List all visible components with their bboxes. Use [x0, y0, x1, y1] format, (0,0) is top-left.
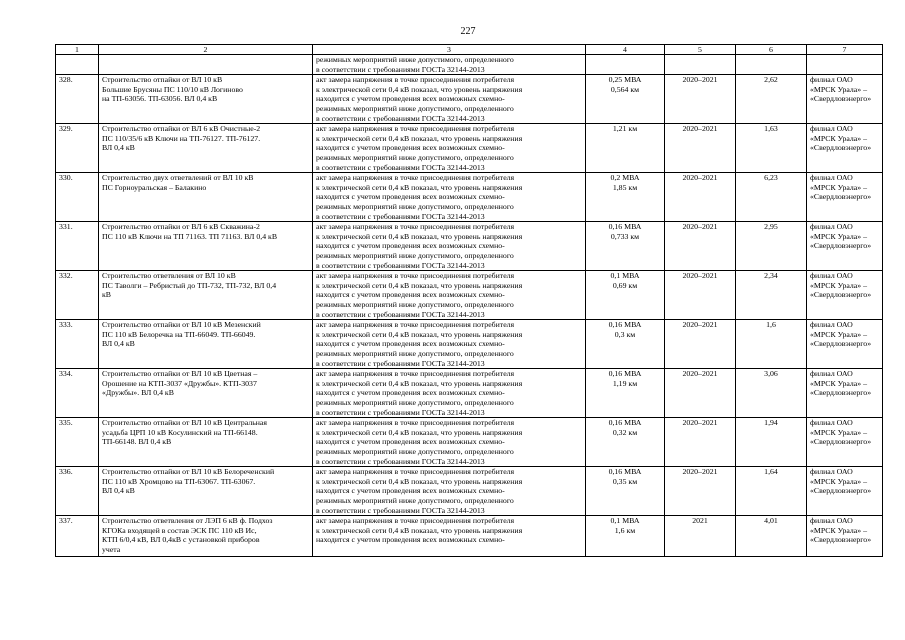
cell-cost: 4,01 — [736, 516, 807, 557]
name-line: «Дружбы». ВЛ 0,4 кВ — [102, 388, 174, 398]
column-header: 1 — [56, 45, 99, 55]
organization-line: «Свердловэнерго» — [810, 437, 872, 447]
capacity-line: 0,16 МВА — [608, 222, 642, 232]
name-line: усадьба ЦРП 10 кВ Косулинский на ТП-66148. — [102, 427, 258, 437]
act-line: акт замера напряжения в точке присоединения потребителя — [316, 418, 515, 428]
table-row — [56, 369, 883, 418]
act-line: к электрической сети 0,4 кВ показал, что уровень напряжения — [316, 427, 523, 437]
name-line: Орошение на КТП-3037 «Дружбы». КТП-3037 — [102, 378, 257, 388]
organization-line: филиал ОАО — [810, 418, 853, 428]
capacity-line: 0,69 км — [612, 280, 638, 290]
act-line: режимных мероприятий ниже допустимого, определенного — [316, 348, 514, 358]
organization-line: филиал ОАО — [810, 173, 853, 183]
name-line: Строительство отпайки от ВЛ 10 кВ Мезенский — [102, 320, 261, 330]
cell-act — [313, 418, 586, 467]
act-line: к электрической сети 0,4 кВ показал, что уровень напряжения — [316, 231, 523, 241]
cell-name — [99, 124, 313, 173]
act-line: в соответствии с требованиями ГОСТа 32144-2013 — [316, 407, 485, 417]
cell-act — [313, 369, 586, 418]
cell-number: 332. — [56, 271, 99, 320]
column-header: 4 — [586, 45, 665, 55]
cell-cost: 3,06 — [736, 369, 807, 418]
cell-organization — [807, 418, 883, 467]
name-line: ВЛ 0,4 кВ — [102, 486, 135, 496]
column-header: 5 — [665, 45, 736, 55]
name-line: Строительство отпайки от ВЛ 10 кВ — [102, 75, 223, 85]
act-line: к электрической сети 0,4 кВ показал, что уровень напряжения — [316, 280, 523, 290]
name-line: ПС 110/35/6 кВ Ключи на ТП-76127. ТП-76127. — [102, 133, 261, 143]
capacity-line: 1,19 км — [612, 378, 638, 388]
capacity-line: 1,6 км — [614, 525, 636, 535]
cell-name — [99, 55, 313, 75]
name-line: ПС Таволги – Ребристый до ТП-732, ТП-732, ВЛ 0,4 — [102, 280, 277, 290]
cell-cost: 1,94 — [736, 418, 807, 467]
cell-cost: 2,62 — [736, 75, 807, 124]
cell-capacity — [586, 320, 665, 369]
act-line: в соответствии с требованиями ГОСТа 32144-2013 — [316, 358, 485, 368]
name-line: Строительство отпайки от ВЛ 10 кВ Центральная — [102, 418, 267, 428]
table-row — [56, 173, 883, 222]
cell-number: 331. — [56, 222, 99, 271]
cell-years: 2020–2021 — [665, 467, 736, 516]
capacity-line: 0,2 МВА — [610, 173, 640, 183]
organization-line: «Свердловэнерго» — [810, 143, 872, 153]
organization-line: «Свердловэнерго» — [810, 290, 872, 300]
cell-act — [313, 222, 586, 271]
capacity-line: 0,564 км — [610, 84, 640, 94]
cell-years: 2020–2021 — [665, 173, 736, 222]
name-line: Строительство отпайки от ВЛ 10 кВ Белореченский — [102, 467, 275, 477]
column-header: 2 — [99, 45, 313, 55]
cell-act — [313, 173, 586, 222]
act-line: в соответствии с требованиями ГОСТа 32144-2013 — [316, 260, 485, 270]
capacity-line: 0,733 км — [610, 231, 640, 241]
cell-organization — [807, 271, 883, 320]
act-line: находится с учетом проведения всех возможных схемно- — [316, 535, 505, 545]
organization-line: «Свердловэнерго» — [810, 535, 872, 545]
cell-capacity — [586, 271, 665, 320]
capacity-line: 0,35 км — [612, 476, 638, 486]
organization-line: «МРСК Урала» – — [810, 476, 867, 486]
act-line: акт замера напряжения в точке присоединения потребителя — [316, 467, 515, 477]
cell-name — [99, 320, 313, 369]
organization-line: филиал ОАО — [810, 271, 853, 281]
act-line: находится с учетом проведения всех возможных схемно- — [316, 388, 505, 398]
organization-line: «Свердловэнерго» — [810, 339, 872, 349]
name-line: КГОКа входящей в состав ЭСК ПС 110 кВ Ис, — [102, 525, 257, 535]
cell-cost — [736, 55, 807, 75]
act-line: в соответствии с требованиями ГОСТа 32144-2013 — [316, 309, 485, 319]
cell-act — [313, 124, 586, 173]
act-line: находится с учетом проведения всех возможных схемно- — [316, 339, 505, 349]
cell-cost: 2,95 — [736, 222, 807, 271]
act-line: к электрической сети 0,4 кВ показал, что уровень напряжения — [316, 378, 523, 388]
cell-name — [99, 516, 313, 557]
name-line: ВЛ 0,4 кВ — [102, 339, 135, 349]
capacity-line: 1,21 км — [612, 124, 638, 134]
cell-organization — [807, 320, 883, 369]
table-body — [56, 55, 883, 557]
act-line: акт замера напряжения в точке присоединения потребителя — [316, 124, 515, 134]
act-line: акт замера напряжения в точке присоединения потребителя — [316, 75, 515, 85]
act-line: в соответствии с требованиями ГОСТа 32144-2013 — [316, 64, 485, 74]
cell-organization — [807, 75, 883, 124]
table-row — [56, 516, 883, 557]
cell-act — [313, 320, 586, 369]
act-line: в соответствии с требованиями ГОСТа 32144-2013 — [316, 113, 485, 123]
capacity-line: 0,1 МВА — [610, 516, 640, 526]
capacity-line: 0,25 МВА — [608, 75, 642, 85]
name-line: Строительство отпайки от ВЛ 6 кВ Очистные-2 — [102, 124, 261, 134]
organization-line: филиал ОАО — [810, 467, 853, 477]
capacity-line: 0,16 МВА — [608, 320, 642, 330]
organization-line: «МРСК Урала» – — [810, 427, 867, 437]
organization-line: «Свердловэнерго» — [810, 241, 872, 251]
cell-capacity — [586, 467, 665, 516]
organization-line: «МРСК Урала» – — [810, 525, 867, 535]
cell-cost: 1,63 — [736, 124, 807, 173]
cell-capacity — [586, 55, 665, 75]
organization-line: «Свердловэнерго» — [810, 486, 872, 496]
column-header: 3 — [313, 45, 586, 55]
cell-name — [99, 75, 313, 124]
name-line: на ТП-63056. ТП-63056. ВЛ 0,4 кВ — [102, 94, 218, 104]
act-line: к электрической сети 0,4 кВ показал, что уровень напряжения — [316, 329, 523, 339]
act-line: режимных мероприятий ниже допустимого, определенного — [316, 201, 514, 211]
capacity-line: 0,1 МВА — [610, 271, 640, 281]
organization-line: филиал ОАО — [810, 124, 853, 134]
cell-number: 333. — [56, 320, 99, 369]
cell-capacity — [586, 369, 665, 418]
name-line: кВ — [102, 290, 111, 300]
data-table — [55, 44, 883, 557]
cell-organization — [807, 222, 883, 271]
act-line: режимных мероприятий ниже допустимого, определенного — [316, 152, 514, 162]
cell-years: 2020–2021 — [665, 369, 736, 418]
organization-line: филиал ОАО — [810, 369, 853, 379]
act-line: акт замера напряжения в точке присоединения потребителя — [316, 320, 515, 330]
cell-years: 2021 — [665, 516, 736, 557]
act-line: в соответствии с требованиями ГОСТа 32144-2013 — [316, 211, 485, 221]
table-row — [56, 418, 883, 467]
act-line: режимных мероприятий ниже допустимого, определенного — [316, 103, 514, 113]
cell-number: 328. — [56, 75, 99, 124]
act-line: находится с учетом проведения всех возможных схемно- — [316, 143, 505, 153]
act-line: режимных мероприятий ниже допустимого, определенного — [316, 397, 514, 407]
cell-name — [99, 418, 313, 467]
act-line: режимных мероприятий ниже допустимого, определенного — [316, 250, 514, 260]
cell-number: 330. — [56, 173, 99, 222]
organization-line: «Свердловэнерго» — [810, 94, 872, 104]
cell-capacity — [586, 222, 665, 271]
act-line: к электрической сети 0,4 кВ показал, что уровень напряжения — [316, 182, 523, 192]
name-line: ПС 110 кВ Ключи на ТП 71163. ТП 71163. ВЛ 0,4 кВ — [102, 231, 278, 241]
capacity-line: 0,16 МВА — [608, 369, 642, 379]
cell-capacity — [586, 418, 665, 467]
name-line: Строительство ответвления от ЛЭП 6 кВ ф. Подхоз — [102, 516, 273, 526]
cell-organization — [807, 173, 883, 222]
act-line: в соответствии с требованиями ГОСТа 32144-2013 — [316, 505, 485, 515]
organization-line: «Свердловэнерго» — [810, 388, 872, 398]
cell-name — [99, 173, 313, 222]
organization-line: филиал ОАО — [810, 75, 853, 85]
capacity-line: 0,32 км — [612, 427, 638, 437]
organization-line: филиал ОАО — [810, 222, 853, 232]
name-line: ТП-66148. ВЛ 0,4 кВ — [102, 437, 172, 447]
name-line: ВЛ 0,4 кВ — [102, 143, 135, 153]
cell-years: 2020–2021 — [665, 320, 736, 369]
cell-capacity — [586, 516, 665, 557]
act-line: находится с учетом проведения всех возможных схемно- — [316, 241, 505, 251]
cell-capacity — [586, 75, 665, 124]
act-line: находится с учетом проведения всех возможных схемно- — [316, 94, 505, 104]
cell-capacity — [586, 124, 665, 173]
cell-cost: 2,34 — [736, 271, 807, 320]
act-line: режимных мероприятий ниже допустимого, определенного — [316, 446, 514, 456]
cell-years — [665, 55, 736, 75]
act-line: акт замера напряжения в точке присоединения потребителя — [316, 369, 515, 379]
name-line: Большие Брусяны ПС 110/10 кВ Логиново — [102, 84, 243, 94]
organization-line: «МРСК Урала» – — [810, 231, 867, 241]
act-line: к электрической сети 0,4 кВ показал, что уровень напряжения — [316, 525, 523, 535]
cell-years: 2020–2021 — [665, 222, 736, 271]
capacity-line: 0,16 МВА — [608, 418, 642, 428]
act-line: находится с учетом проведения всех возможных схемно- — [316, 290, 505, 300]
name-line: КТП 6/0,4 кВ, ВЛ 0,4кВ с установкой приборов — [102, 535, 260, 545]
table-row — [56, 271, 883, 320]
name-line: ПС 110 кВ Хромцово на ТП-63067. ТП-63067. — [102, 476, 256, 486]
act-line: режимных мероприятий ниже допустимого, определенного — [316, 55, 514, 64]
cell-years: 2020–2021 — [665, 271, 736, 320]
capacity-line: 0,3 км — [614, 329, 636, 339]
act-line: находится с учетом проведения всех возможных схемно- — [316, 486, 505, 496]
cell-number: 329. — [56, 124, 99, 173]
cell-organization — [807, 369, 883, 418]
continuation-row — [56, 55, 883, 75]
act-line: режимных мероприятий ниже допустимого, определенного — [316, 495, 514, 505]
organization-line: «МРСК Урала» – — [810, 378, 867, 388]
cell-act — [313, 75, 586, 124]
cell-years: 2020–2021 — [665, 75, 736, 124]
cell-act — [313, 467, 586, 516]
cell-act — [313, 516, 586, 557]
act-line: к электрической сети 0,4 кВ показал, что уровень напряжения — [316, 84, 523, 94]
table-row — [56, 124, 883, 173]
cell-organization — [807, 124, 883, 173]
table-row — [56, 320, 883, 369]
name-line: Строительство двух ответвлений от ВЛ 10 кВ — [102, 173, 254, 183]
act-line: в соответствии с требованиями ГОСТа 32144-2013 — [316, 456, 485, 466]
cell-capacity — [586, 173, 665, 222]
act-line: акт замера напряжения в точке присоединения потребителя — [316, 222, 515, 232]
table-row — [56, 467, 883, 516]
page-number: 227 — [460, 26, 476, 37]
organization-line: «МРСК Урала» – — [810, 280, 867, 290]
cell-number — [56, 55, 99, 75]
cell-cost: 1,64 — [736, 467, 807, 516]
name-line: ПС Горноуральская – Балакино — [102, 182, 207, 192]
cell-organization — [807, 516, 883, 557]
act-line: акт замера напряжения в точке присоединения потребителя — [316, 271, 515, 281]
organization-line: «МРСК Урала» – — [810, 329, 867, 339]
act-line: находится с учетом проведения всех возможных схемно- — [316, 192, 505, 202]
act-line: к электрической сети 0,4 кВ показал, что уровень напряжения — [316, 476, 523, 486]
cell-name — [99, 271, 313, 320]
organization-line: «Свердловэнерго» — [810, 192, 872, 202]
capacity-line: 1,85 км — [612, 182, 638, 192]
cell-number: 336. — [56, 467, 99, 516]
organization-line: филиал ОАО — [810, 516, 853, 526]
cell-act — [313, 55, 586, 75]
column-header: 6 — [736, 45, 807, 55]
act-line: режимных мероприятий ниже допустимого, определенного — [316, 299, 514, 309]
name-line: Строительство отпайки от ВЛ 6 кВ Скважина-2 — [102, 222, 260, 232]
cell-cost: 1,6 — [736, 320, 807, 369]
cell-name — [99, 467, 313, 516]
name-line: ПС 110 кВ Белоречка на ТП-66049. ТП-66049. — [102, 329, 256, 339]
cell-years: 2020–2021 — [665, 418, 736, 467]
cell-number: 337. — [56, 516, 99, 557]
cell-name — [99, 369, 313, 418]
name-line: учета — [102, 544, 121, 554]
column-header: 7 — [807, 45, 883, 55]
table-row — [56, 75, 883, 124]
name-line: Строительство отпайки от ВЛ 10 кВ Цветная – — [102, 369, 258, 379]
name-line: Строительство ответвления от ВЛ 10 кВ — [102, 271, 236, 281]
organization-line: «МРСК Урала» – — [810, 84, 867, 94]
cell-organization — [807, 55, 883, 75]
cell-act — [313, 271, 586, 320]
table-header-row — [56, 45, 883, 55]
act-line: находится с учетом проведения всех возможных схемно- — [316, 437, 505, 447]
cell-years: 2020–2021 — [665, 124, 736, 173]
table-row — [56, 222, 883, 271]
capacity-line: 0,16 МВА — [608, 467, 642, 477]
organization-line: «МРСК Урала» – — [810, 182, 867, 192]
cell-cost: 6,23 — [736, 173, 807, 222]
cell-number: 335. — [56, 418, 99, 467]
act-line: акт замера напряжения в точке присоединения потребителя — [316, 173, 515, 183]
act-line: к электрической сети 0,4 кВ показал, что уровень напряжения — [316, 133, 523, 143]
act-line: в соответствии с требованиями ГОСТа 32144-2013 — [316, 162, 485, 172]
cell-organization — [807, 467, 883, 516]
organization-line: «МРСК Урала» – — [810, 133, 867, 143]
cell-name — [99, 222, 313, 271]
cell-number: 334. — [56, 369, 99, 418]
act-line: акт замера напряжения в точке присоединения потребителя — [316, 516, 515, 526]
organization-line: филиал ОАО — [810, 320, 853, 330]
